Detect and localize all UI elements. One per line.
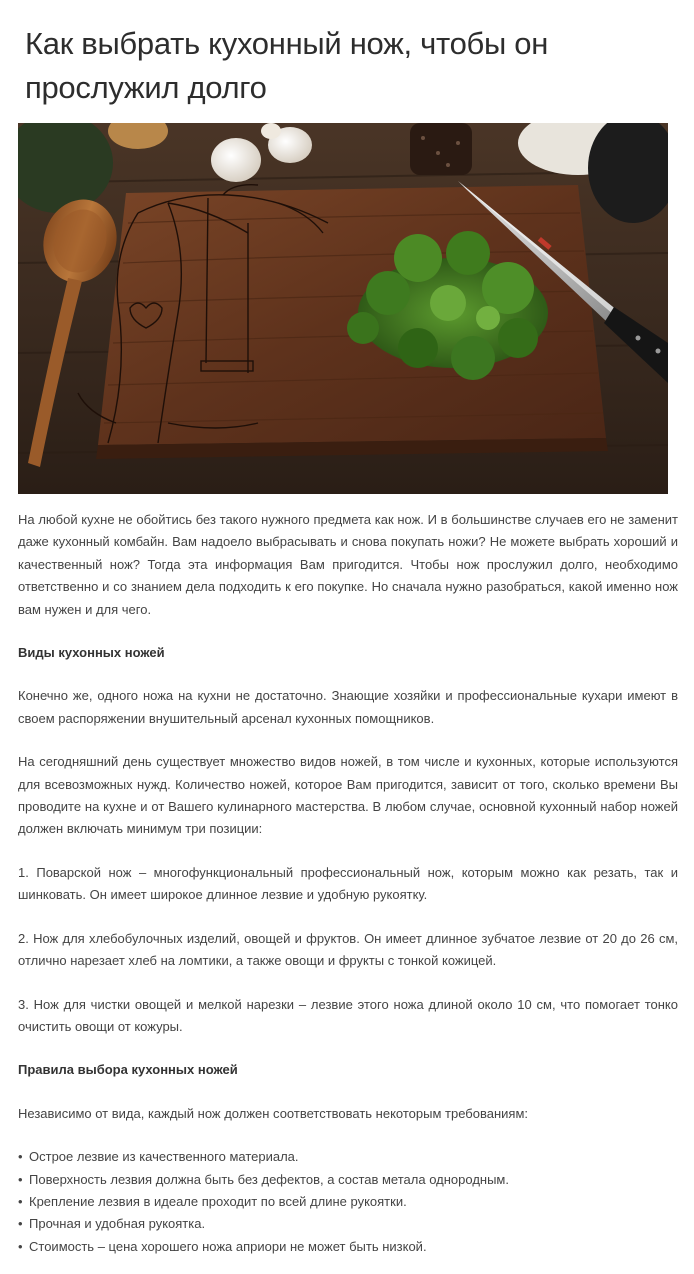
paragraph: Конечно же, одного ножа на кухни не достаточно. Знающие хозяйки и профессиональные кухари имеют в своем распоряжении внушительный арсенал кухонных помощников. (18, 688, 678, 726)
numbered-item: 2. Нож для хлебобулочных изделий, овощей и фруктов. Он имеет длинное зубчатое лезвие от 20 до 26 см, отлично нарезает хлеб на ломтики, а также овощи и фрукты с тонкой кожицей. (18, 930, 678, 969)
bullet-icon: • (18, 1171, 23, 1187)
list-item: • Прочная и удобная рукоятка. (18, 1213, 678, 1235)
article-body (18, 509, 678, 1258)
section-heading-rules: Правила выбора кухонных ножей (18, 1062, 238, 1078)
numbered-item: 1. Поварской нож – многофункциональный профессиональный нож, которым можно как резать, так и шинковать. Он имеет широкое длинное лезвие и удобную рукоятку. (18, 864, 678, 903)
bullet-icon: • (18, 1193, 23, 1209)
list-item: • Поверхность лезвия должна быть без дефектов, а состав метала однородным. (18, 1169, 678, 1191)
paragraph: На сегодняшний день существует множество видов ножей, в том числе и кухонных, которые используются для всевозможных нужд. Количество ножей, которое Вам пригодится, зависит от того, сколько времени Вы проводите на кухне и от Вашего кулинарного мастерства. В любом случае, основной кухонный набор ножей должен включать минимум три позиции: (18, 754, 678, 837)
intro-paragraph: На любой кухне не обойтись без такого нужного предмета как нож. И в большинстве случаев его не заменит даже кухонный комбайн. Вам надоело выбрасывать и снова покупать ножи? Не можете выбрать хороший и качественный нож? Тогда эта информация Вам пригодится. Чтобы нож прослужил долго, необходимо ответственно и со знанием дела подходить к его покупке. Но сначала нужно разобраться, какой именно нож вам нужен и для чего. (18, 512, 678, 617)
list-item: • Стоимость – цена хорошего ножа априори не может быть низкой. (18, 1236, 678, 1258)
bullet-icon: • (18, 1149, 23, 1165)
paragraph: Независимо от вида, каждый нож должен соответствовать некоторым требованиям: (18, 1105, 528, 1121)
list-item: • Острое лезвие из качественного материала. (18, 1146, 678, 1168)
hero-image (18, 123, 668, 494)
article-title: Как выбрать кухонный нож, чтобы он прослужил долго (25, 26, 549, 105)
bullet-icon: • (18, 1216, 23, 1232)
numbered-item: 3. Нож для чистки овощей и мелкой нарезки – лезвие этого ножа длиной около 10 см, что помогает тонко очистить овощи от кожуры. (18, 996, 678, 1034)
bullet-icon: • (18, 1238, 23, 1254)
section-heading-knife-types: Виды кухонных ножей (18, 645, 165, 661)
list-item: • Крепление лезвия в идеале проходит по всей длине рукоятки. (18, 1191, 678, 1213)
rules-list (18, 1146, 678, 1258)
